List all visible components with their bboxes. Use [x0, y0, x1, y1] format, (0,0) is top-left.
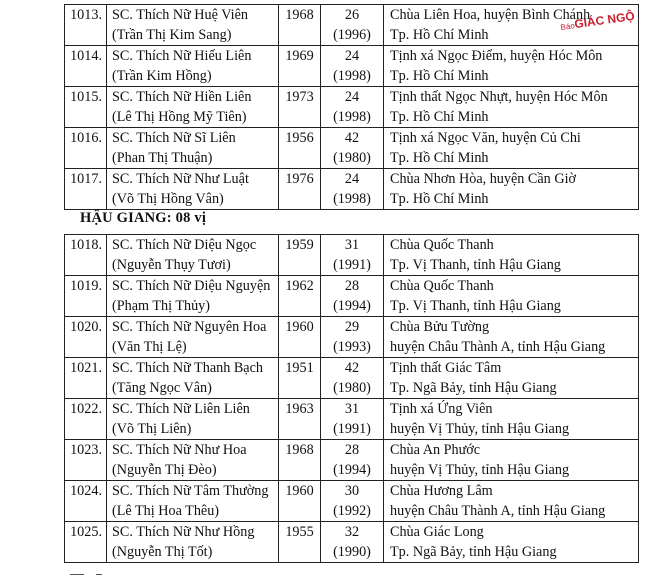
- dharma-name: SC. Thích Nữ Sĩ Liên: [112, 130, 236, 146]
- lay-name: (Lê Thị Hoa Thêu): [112, 503, 220, 519]
- city: Tp. Hồ Chí Minh: [390, 109, 489, 125]
- table-row: [65, 87, 639, 128]
- ordination-year: (1992): [333, 503, 371, 519]
- tenure-cell: [321, 169, 384, 210]
- temple: Chùa Quốc Thanh: [390, 237, 494, 253]
- ordination-year: (1991): [333, 421, 371, 437]
- dharma-name: SC. Thích Nữ Như Luật: [112, 171, 249, 187]
- city: Tp. Hồ Chí Minh: [390, 68, 489, 84]
- birth-year: 1959: [279, 235, 321, 276]
- dharma-name: SC. Thích Nữ Diệu Nguyện: [112, 278, 271, 294]
- row-index: 1019.: [65, 276, 107, 317]
- table-row: [65, 5, 639, 46]
- birth-year: 1962: [279, 276, 321, 317]
- row-index: 1024.: [65, 481, 107, 522]
- temple: Tịnh xá Ngọc Văn, huyện Củ Chi: [390, 130, 581, 146]
- dharma-name: SC. Thích Nữ Nguyên Hoa: [112, 319, 267, 335]
- temple: Tịnh xá Ứng Viên: [390, 401, 493, 417]
- table-row: [65, 522, 639, 563]
- city: Tp. Hồ Chí Minh: [390, 27, 489, 43]
- temple: Chùa Hương Lâm: [390, 483, 493, 499]
- row-index: 1022.: [65, 399, 107, 440]
- tenure-cell: [321, 87, 384, 128]
- city: huyện Châu Thành A, tỉnh Hậu Giang: [390, 339, 606, 355]
- dharma-name: SC. Thích Nữ Tâm Thường: [112, 483, 269, 499]
- lay-name: (Nguyễn Thị Tốt): [112, 544, 213, 560]
- birth-year: 1955: [279, 522, 321, 563]
- tenure-years: 42: [344, 130, 360, 146]
- tenure-years: 26: [344, 7, 360, 23]
- city: Tp. Ngã Bảy, tỉnh Hậu Giang: [390, 544, 557, 560]
- temple: Tịnh thất Giác Tâm: [390, 360, 502, 376]
- dharma-name: SC. Thích Nữ Huệ Viên: [112, 7, 248, 23]
- birth-year: 1960: [279, 317, 321, 358]
- temple: Chùa Liên Hoa, huyện Bình Chánh: [390, 7, 591, 23]
- name-cell: [107, 276, 279, 317]
- row-index: 1021.: [65, 358, 107, 399]
- name-cell: [107, 481, 279, 522]
- ordination-year: (1991): [333, 257, 371, 273]
- dharma-name: SC. Thích Nữ Diệu Ngọc: [112, 237, 257, 253]
- ordination-year: (1998): [333, 68, 371, 84]
- name-cell: [107, 358, 279, 399]
- tenure-cell: [321, 440, 384, 481]
- row-index: 1016.: [65, 128, 107, 169]
- lay-name: (Phan Thị Thuận): [112, 150, 213, 166]
- dharma-name: SC. Thích Nữ Như Hồng: [112, 524, 255, 540]
- text-fragment-mark: [96, 574, 102, 575]
- table-row: [65, 358, 639, 399]
- watermark-prefix: Báo: [559, 21, 576, 33]
- ordination-year: (1994): [333, 298, 371, 314]
- tenure-years: 24: [344, 48, 360, 64]
- table-row: [65, 169, 639, 210]
- birth-year: 1956: [279, 128, 321, 169]
- table-row: [65, 46, 639, 87]
- city: Tp. Vị Thanh, tỉnh Hậu Giang: [390, 298, 561, 314]
- name-cell: [107, 440, 279, 481]
- row-index: 1017.: [65, 169, 107, 210]
- temple: Tịnh xá Ngọc Điểm, huyện Hóc Môn: [390, 48, 603, 64]
- place-cell: [384, 522, 639, 563]
- city: Tp. Vị Thanh, tỉnh Hậu Giang: [390, 257, 561, 273]
- place-cell: [384, 5, 639, 46]
- city: huyện Vị Thủy, tỉnh Hậu Giang: [390, 462, 570, 478]
- table-row: [65, 276, 639, 317]
- temple: Chùa Giác Long: [390, 524, 484, 540]
- birth-year: 1963: [279, 399, 321, 440]
- city: huyện Châu Thành A, tỉnh Hậu Giang: [390, 503, 606, 519]
- row-index: 1014.: [65, 46, 107, 87]
- place-cell: [384, 481, 639, 522]
- place-cell: [384, 46, 639, 87]
- table-row: [65, 317, 639, 358]
- section-heading-hau-giang: HẬU GIANG: 08 vị: [80, 210, 207, 226]
- tenure-years: 28: [344, 442, 360, 458]
- lay-name: (Trần Kim Hồng): [112, 68, 212, 84]
- roster-table-hau-giang: [64, 234, 639, 563]
- lay-name: (Võ Thị Liên): [112, 421, 192, 437]
- dharma-name: SC. Thích Nữ Liên Liên: [112, 401, 250, 417]
- lay-name: (Văn Thị Lệ): [112, 339, 187, 355]
- table-row: [65, 399, 639, 440]
- place-cell: [384, 317, 639, 358]
- place-cell: [384, 399, 639, 440]
- temple: Tịnh thất Ngọc Nhựt, huyện Hóc Môn: [390, 89, 608, 105]
- lay-name: (Nguyễn Thụy Tươi): [112, 257, 231, 273]
- table-row: [65, 128, 639, 169]
- lay-name: (Trần Thị Kim Sang): [112, 27, 232, 43]
- row-index: 1015.: [65, 87, 107, 128]
- lay-name: (Lê Thị Hồng Mỹ Tiên): [112, 109, 247, 125]
- dharma-name: SC. Thích Nữ Hiền Liên: [112, 89, 252, 105]
- dharma-name: SC. Thích Nữ Hiếu Liên: [112, 48, 252, 64]
- city: Tp. Ngã Bảy, tỉnh Hậu Giang: [390, 380, 557, 396]
- ordination-year: (1993): [333, 339, 371, 355]
- place-cell: [384, 440, 639, 481]
- tenure-years: 28: [344, 278, 360, 294]
- table-row: [65, 440, 639, 481]
- dharma-name: SC. Thích Nữ Thanh Bạch: [112, 360, 263, 376]
- name-cell: [107, 522, 279, 563]
- birth-year: 1976: [279, 169, 321, 210]
- temple: Chùa Bửu Tường: [390, 319, 490, 335]
- tenure-cell: [321, 235, 384, 276]
- row-index: 1023.: [65, 440, 107, 481]
- name-cell: [107, 169, 279, 210]
- birth-year: 1969: [279, 46, 321, 87]
- dharma-name: SC. Thích Nữ Như Hoa: [112, 442, 247, 458]
- place-cell: [384, 276, 639, 317]
- ordination-year: (1980): [333, 380, 371, 396]
- tenure-cell: [321, 399, 384, 440]
- ordination-year: (1998): [333, 109, 371, 125]
- lay-name: (Phạm Thị Thủy): [112, 298, 210, 314]
- tenure-years: 42: [344, 360, 360, 376]
- tenure-cell: [321, 46, 384, 87]
- ordination-year: (1996): [333, 27, 371, 43]
- tenure-years: 24: [344, 171, 360, 187]
- tenure-years: 30: [344, 483, 360, 499]
- place-cell: [384, 128, 639, 169]
- name-cell: [107, 235, 279, 276]
- tenure-cell: [321, 5, 384, 46]
- place-cell: [384, 358, 639, 399]
- tenure-cell: [321, 358, 384, 399]
- tenure-cell: [321, 317, 384, 358]
- birth-year: 1968: [279, 440, 321, 481]
- ordination-year: (1994): [333, 462, 371, 478]
- tenure-years: 24: [344, 89, 360, 105]
- city: huyện Vị Thủy, tỉnh Hậu Giang: [390, 421, 570, 437]
- row-index: 1025.: [65, 522, 107, 563]
- name-cell: [107, 128, 279, 169]
- tenure-years: 31: [344, 401, 360, 417]
- tenure-years: 32: [344, 524, 360, 540]
- ordination-year: (1990): [333, 544, 371, 560]
- lay-name: (Nguyễn Thị Đèo): [112, 462, 217, 478]
- temple: Chùa Quốc Thanh: [390, 278, 494, 294]
- name-cell: [107, 46, 279, 87]
- temple: Chùa An Phước: [390, 442, 481, 458]
- tenure-cell: [321, 128, 384, 169]
- text-fragment-mark: [70, 574, 84, 575]
- tenure-cell: [321, 276, 384, 317]
- birth-year: 1960: [279, 481, 321, 522]
- tenure-years: 29: [344, 319, 360, 335]
- birth-year: 1968: [279, 5, 321, 46]
- roster-table-hcmc: [64, 4, 639, 210]
- place-cell: [384, 169, 639, 210]
- table-row: [65, 235, 639, 276]
- watermark-brand: GIÁC NGỘ: [573, 8, 636, 32]
- tenure-cell: [321, 481, 384, 522]
- place-cell: [384, 87, 639, 128]
- row-index: 1018.: [65, 235, 107, 276]
- ordination-year: (1980): [333, 150, 371, 166]
- name-cell: [107, 5, 279, 46]
- lay-name: (Tăng Ngọc Vân): [112, 380, 212, 396]
- city: Tp. Hồ Chí Minh: [390, 191, 489, 207]
- tenure-cell: [321, 522, 384, 563]
- next-page-edge: [66, 568, 626, 580]
- birth-year: 1973: [279, 87, 321, 128]
- tenure-years: 31: [344, 237, 360, 253]
- place-cell: [384, 235, 639, 276]
- row-index: 1013.: [65, 5, 107, 46]
- row-index: 1020.: [65, 317, 107, 358]
- name-cell: [107, 317, 279, 358]
- birth-year: 1951: [279, 358, 321, 399]
- temple: Chùa Nhơn Hòa, huyện Cần Giờ: [390, 171, 577, 187]
- name-cell: [107, 87, 279, 128]
- lay-name: (Võ Thị Hồng Vân): [112, 191, 224, 207]
- city: Tp. Hồ Chí Minh: [390, 150, 489, 166]
- table-row: [65, 481, 639, 522]
- ordination-year: (1998): [333, 191, 371, 207]
- name-cell: [107, 399, 279, 440]
